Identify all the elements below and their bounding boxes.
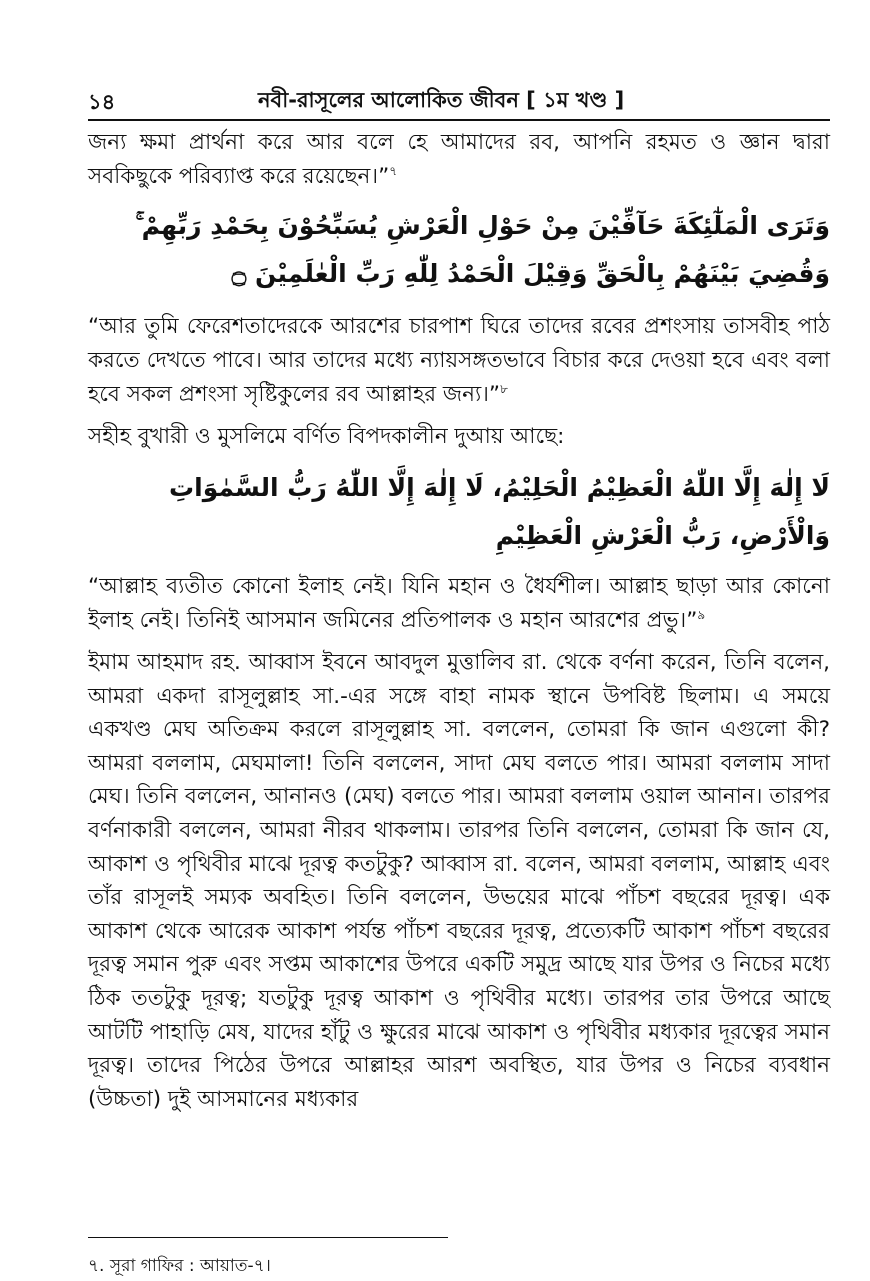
- footnote-rule: [88, 1237, 448, 1238]
- paragraph-2-text: “আর তুমি ফেরেশতাদেরকে আরশের চারপাশ ঘিরে তাদের রবের প্রশংসায় তাসবীহ পাঠ করতে দেখতে পাবে। আর তাদের মধ্যে ন্যায়সঙ্গতভাবে বিচার করে দেওয়া হবে এবং বলা হবে সকল প্রশংসা সৃষ্টিকুলের রব আল্লাহর জন্য।”: [88, 314, 830, 407]
- paragraph-4: [88, 570, 830, 638]
- footnote-ref-9: ৯: [697, 607, 706, 622]
- page-number: ১৪: [88, 90, 116, 114]
- page-header: [88, 84, 828, 118]
- footnote-ref-7: ৭: [389, 163, 398, 178]
- arabic-verse-1: وَتَرَى الْمَلٰٓئِكَةَ حَآفِّيْنَ مِنْ حَوْلِ الْعَرْشِ يُسَبِّحُوْنَ بِحَمْدِ رَبِّهِمْ ۚ وَقُضِيَ بَيْنَهُمْ بِالْحَقِّ وَقِيْلَ الْحَمْدُ لِلّٰهِ رَبِّ الْعٰلَمِيْنَ ۝: [135, 211, 830, 288]
- footnote-ref-8: ৮: [500, 381, 508, 396]
- arabic-dua: لَا إِلٰهَ إِلَّا اللّٰهُ الْعَظِيْمُ الْحَلِيْمُ، لَا إِلٰهَ إِلَّا اللّٰهُ رَبُّ السَّمٰوَاتِ وَالْأَرْضِ، رَبُّ الْعَرْشِ الْعَظِيْمِ: [169, 473, 830, 550]
- paragraph-1: [88, 126, 830, 194]
- running-head: নবী-রাসূলের আলোকিত জীবন [ ১ম খণ্ড ]: [258, 88, 625, 112]
- header-rule: [88, 119, 830, 121]
- paragraph-2: [88, 310, 830, 412]
- paragraph-4-text: “আল্লাহ ব্যতীত কোনো ইলাহ নেই। যিনি মহান ও ধৈর্যশীল। আল্লাহ ছাড়া আর কোনো ইলাহ নেই। তিনিই আসমান জমিনের প্রতিপালক ও মহান আরশের প্রভু।”: [88, 574, 830, 633]
- footnote: ৭. সূরা গাফির : আয়াত-৭।: [88, 1256, 271, 1276]
- paragraph-5: ইমাম আহমাদ রহ. আব্বাস ইবনে আবদুল মুত্তালিব রা. থেকে বর্ণনা করেন, তিনি বলেন, আমরা একদা রাসূলুল্লাহ সা.-এর সঙ্গে বাহা নামক স্থানে উপবিষ্ট ছিলাম। এ সময়ে একখণ্ড মেঘ অতিক্রম করলে রাসূলুল্লাহ সা. বললেন, তোমরা কি জান এগুলো কী? আমরা বললাম, মেঘমালা! তিনি বললেন, সাদা মেঘ বলতে পার। আমরা বললাম সাদা মেঘ। তিনি বললেন, আনানও (মেঘ) বলতে পার। আমরা বললাম ওয়াল আনান। তারপর বর্ণনাকারী বললেন, আমরা নীরব থাকলাম। তারপর তিনি বললেন, তোমরা কি জান যে, আকাশ ও পৃথিবীর মাঝে দূরত্ব কতটুকু? আব্বাস রা. বলেন, আমরা বললাম, আল্লাহ এবং তাঁর রাসূলই সম্যক অবহিত। তিনি বললেন, উভয়ের মাঝে পাঁচশ বছরের দূরত্ব। এক আকাশ থেকে আরেক আকাশ পর্যন্ত পাঁচশ বছরের দূরত্ব, প্রত্যেকটি আকাশ পাঁচশ বছরের দূরত্ব সমান পুরু এবং সপ্তম আকাশের উপরে একটি সমুদ্র আছে যার উপর ও নিচের মধ্যে ঠিক ততটুকু দূরত্ব; যতটুকু দূরত্ব আকাশ ও পৃথিবীর মধ্যে। তারপর তার উপরে আছে আটটি পাহাড়ি মেষ, যাদের হাঁটু ও ক্ষুরের মাঝে আকাশ ও পৃথিবীর মধ্যকার দূরত্বের সমান দূরত্ব। তাদের পিঠের উপরে আল্লাহর আরশ অবস্থিত, যার উপর ও নিচের ব্যবধান (উচ্চতা) দুই আসমানের মধ্যকার: [88, 650, 830, 1112]
- page-body: [88, 126, 830, 1116]
- paragraph-1-text: জন্য ক্ষমা প্রার্থনা করে আর বলে হে আমাদের রব, আপনি রহমত ও জ্ঞান দ্বারা সবকিছুকে পরিব্যাপ্ত করে রয়েছেন।”: [88, 130, 830, 189]
- paragraph-3: সহীহ বুখারী ও মুসলিমে বর্ণিত বিপদকালীন দুআয় আছে:: [88, 424, 565, 449]
